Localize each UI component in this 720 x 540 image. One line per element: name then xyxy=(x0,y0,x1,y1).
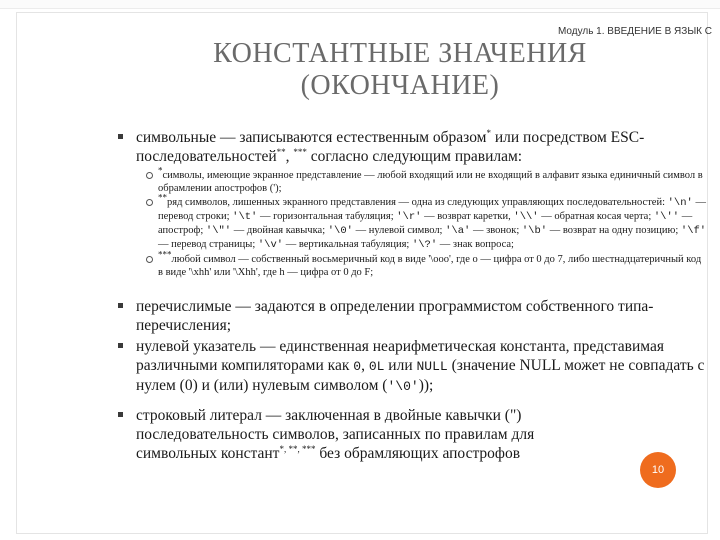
bullet-enumerations: перечислимые — задаются в определении программистом собственного типа-перечисления; xyxy=(136,297,708,335)
bullet-string-literal: строковый литерал — заключенная в двойные кавычки (") последовательность символов, записанных по правилам для символьных констант*, **, *** без обрамляющих апострофов xyxy=(136,406,616,463)
sub-bullet-octal-hex: ***любой символ — собственный восьмеричный код в виде '\ooo', где o — цифра от 0 до 7, либо шестнадцатеричный код в виде '\xhh' или '\Xhh', где h — цифра от 0 до F; xyxy=(158,253,708,279)
page-number-badge: 10 xyxy=(640,452,676,488)
bullet-char-constants: символьные — записываются естественным образом* или посредством ESC-последовательностей**, *** согласно следующим правилам: xyxy=(136,128,708,166)
slide-content xyxy=(136,128,708,465)
title-line-2: (ОКОНЧАНИЕ) xyxy=(300,70,500,101)
slide-title xyxy=(120,38,680,102)
sub-bullet-printable: *символы, имеющие экранное представление — любой входящий или не входящий в алфавит языка единичный символ в обрамлении апострофов ('); xyxy=(158,169,708,195)
bullet-null-pointer: нулевой указатель — единственная неарифметическая константа, представимая различными компиляторами как 0, 0L или NULL (значение NULL может не совпадать с нулем (0) и (или) нулевым символом ('\0')); xyxy=(136,337,708,396)
module-header: Модуль 1. ВВЕДЕНИЕ В ЯЗЫК С xyxy=(557,26,712,37)
sub-bullet-group xyxy=(136,165,708,279)
sub-bullet-escape-sequences: **ряд символов, лишенных экранного представления — одна из следующих управляющих последовательностей: '\n' — перевод строки; '\t' — горизонтальная табуляция; '\r' — возврат каретки, '\\' — обратная косая черта; '\'' — апостроф; '\"' — двойная кавычка; '\0' — нулевой символ; '\a' — звонок; '\b' — возврат на одну позицию; '\f' — перевод страницы; '\v' — вертикальная табуляция; '\?' — знак вопроса; xyxy=(158,192,707,251)
top-rule xyxy=(0,0,720,9)
title-line-1: КОНСТАНТНЫЕ ЗНАЧЕНИЯ xyxy=(213,38,587,69)
